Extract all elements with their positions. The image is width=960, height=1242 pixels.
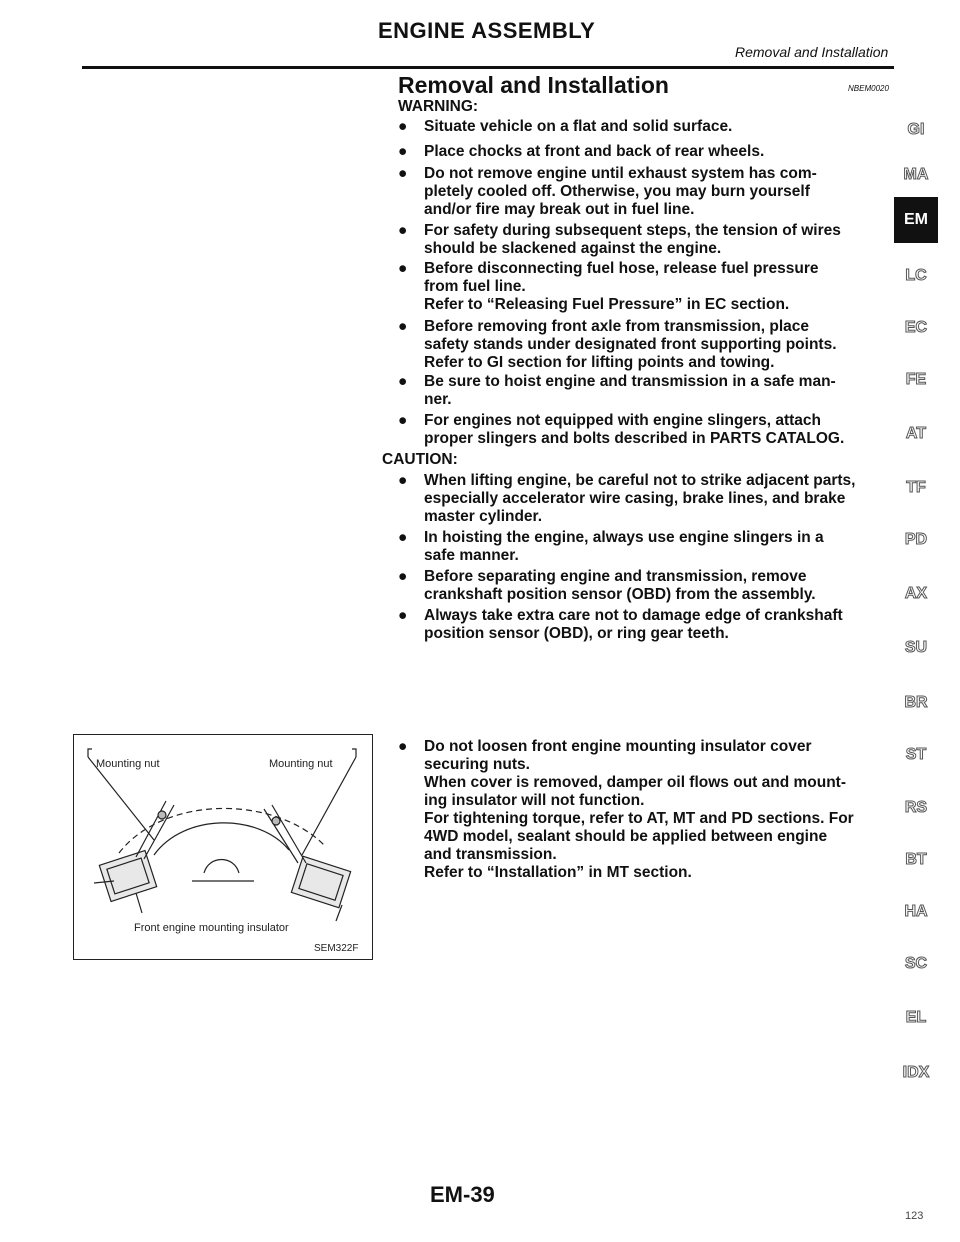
tab-ha[interactable]: HA <box>904 903 928 920</box>
list-item-text <box>424 260 890 314</box>
bullet-icon: ● <box>398 118 408 135</box>
text-line: securing nuts. <box>424 756 530 773</box>
bullet-icon: ● <box>398 607 408 624</box>
note-text <box>424 738 890 882</box>
text-line: Before disconnecting fuel hose, release fuel pressure <box>424 260 819 277</box>
tab-ax[interactable]: AX <box>904 585 928 602</box>
page-title: ENGINE ASSEMBLY <box>378 18 596 43</box>
list-item-text <box>424 412 890 448</box>
caution-heading: CAUTION: <box>382 451 458 468</box>
text-line: should be slackened against the engine. <box>424 240 722 257</box>
text-line: Situate vehicle on a flat and solid surface. <box>424 118 733 135</box>
bullet-icon: ● <box>398 143 408 160</box>
text-line: and transmission. <box>424 846 557 863</box>
text-line: especially accelerator wire casing, brake lines, and brake <box>424 490 846 507</box>
text-line: For safety during subsequent steps, the tension of wires <box>424 222 841 239</box>
bullet-icon: ● <box>398 412 408 429</box>
text-line: Refer to “Releasing Fuel Pressure” in EC section. <box>424 296 790 313</box>
text-line: ing insulator will not function. <box>424 792 645 809</box>
list-item <box>398 165 890 219</box>
list-item <box>398 260 890 314</box>
bullet-icon: ● <box>398 260 408 277</box>
tab-rs[interactable]: RS <box>904 799 928 816</box>
reference-code: NBEM0020 <box>848 84 889 93</box>
list-item-text <box>424 568 890 604</box>
bullet-icon: ● <box>398 318 408 335</box>
tab-at[interactable]: AT <box>905 425 927 442</box>
header-rule <box>82 66 894 69</box>
tab-st[interactable]: ST <box>905 746 927 763</box>
section-title: Removal and Installation <box>398 72 669 98</box>
list-item <box>398 607 890 643</box>
list-item-text <box>424 607 890 643</box>
text-line: proper slingers and bolts described in PARTS CATALOG. <box>424 430 845 447</box>
text-line: Before removing front axle from transmission, place <box>424 318 810 335</box>
tab-tf[interactable]: TF <box>906 479 926 496</box>
warning-heading: WARNING: <box>398 98 479 115</box>
tab-br[interactable]: BR <box>904 694 928 711</box>
list-item-text <box>424 165 890 219</box>
tab-lc[interactable]: LC <box>905 267 927 284</box>
text-line: For engines not equipped with engine slingers, attach <box>424 412 822 429</box>
text-line: crankshaft position sensor (OBD) from the assembly. <box>424 586 816 603</box>
text-line: For tightening torque, refer to AT, MT and PD sections. For <box>424 810 854 827</box>
text-line: Do not remove engine until exhaust system has com- <box>424 165 817 182</box>
list-item-text <box>424 118 890 136</box>
list-item <box>398 412 890 448</box>
bullet-icon: ● <box>398 529 408 546</box>
bullet-icon: ● <box>398 472 408 489</box>
list-item-text <box>424 472 890 526</box>
list-item <box>398 318 890 372</box>
list-item <box>398 472 890 526</box>
tab-sc[interactable]: SC <box>904 955 928 972</box>
text-line: In hoisting the engine, always use engine slingers in a <box>424 529 824 546</box>
tab-em[interactable]: EM <box>894 197 938 243</box>
tab-idx[interactable]: IDX <box>902 1064 930 1081</box>
figure-label-left: Mounting nut <box>96 758 160 770</box>
text-line: position sensor (OBD), or ring gear teeth. <box>424 625 729 642</box>
bullet-icon: ● <box>398 568 408 585</box>
text-line: master cylinder. <box>424 508 543 525</box>
bullet-icon: ● <box>398 222 408 239</box>
text-line: pletely cooled off. Otherwise, you may burn yourself <box>424 183 810 200</box>
tab-fe[interactable]: FE <box>905 371 927 388</box>
tab-su[interactable]: SU <box>904 639 928 656</box>
list-item-text <box>424 222 890 258</box>
list-item <box>398 373 890 409</box>
text-line: Be sure to hoist engine and transmission in a safe man- <box>424 373 836 390</box>
list-item-text <box>424 318 890 372</box>
text-line: Do not loosen front engine mounting insulator cover <box>424 738 812 755</box>
text-line: safe manner. <box>424 547 519 564</box>
figure-code: SEM322F <box>314 943 359 954</box>
text-line: When cover is removed, damper oil flows out and mount- <box>424 774 846 791</box>
figure-caption: Front engine mounting insulator <box>134 922 289 934</box>
tab-ma[interactable]: MA <box>903 166 929 183</box>
list-item <box>398 568 890 604</box>
tab-bt[interactable]: BT <box>905 851 927 868</box>
text-line: and/or fire may break out in fuel line. <box>424 201 695 218</box>
text-line: Before separating engine and transmission, remove <box>424 568 807 585</box>
page-number: 123 <box>905 1210 924 1222</box>
text-line: Place chocks at front and back of rear wheels. <box>424 143 765 160</box>
text-line: When lifting engine, be careful not to strike adjacent parts, <box>424 472 856 489</box>
list-item <box>398 118 890 136</box>
bullet-icon: ● <box>398 373 408 390</box>
list-item-text <box>424 373 890 409</box>
bullet-icon: ● <box>398 738 408 755</box>
engine-mount-illustration <box>74 735 372 959</box>
list-item-text <box>424 143 890 161</box>
figure-engine-mounting-insulator <box>73 734 373 960</box>
list-item <box>398 529 890 565</box>
tab-ec[interactable]: EC <box>904 319 928 336</box>
text-line: safety stands under designated front supporting points. <box>424 336 837 353</box>
text-line: from fuel line. <box>424 278 526 295</box>
section-subtitle: Removal and Installation <box>735 44 889 60</box>
figure-label-right: Mounting nut <box>269 758 333 770</box>
text-line: Always take extra care not to damage edge of crankshaft <box>424 607 843 624</box>
tab-gi[interactable]: GI <box>907 121 925 138</box>
tab-pd[interactable]: PD <box>904 531 928 548</box>
text-line: 4WD model, sealant should be applied between engine <box>424 828 828 845</box>
list-item <box>398 738 890 882</box>
list-item <box>398 222 890 258</box>
list-item-text <box>424 529 890 565</box>
text-line: Refer to “Installation” in MT section. <box>424 864 692 881</box>
bullet-icon: ● <box>398 165 408 182</box>
list-item <box>398 143 890 161</box>
text-line: ner. <box>424 391 452 408</box>
tab-el[interactable]: EL <box>905 1009 927 1026</box>
page-id: EM-39 <box>430 1182 495 1207</box>
text-line: Refer to GI section for lifting points and towing. <box>424 354 775 371</box>
